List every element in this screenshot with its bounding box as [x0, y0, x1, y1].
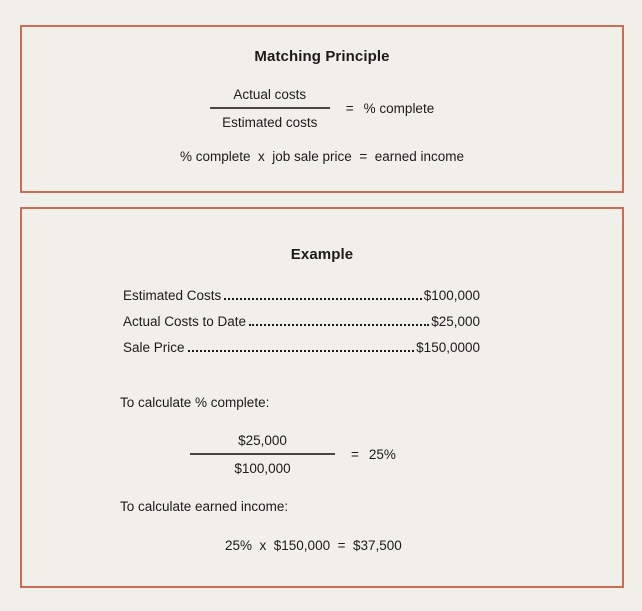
fraction-result — [351, 447, 396, 462]
fraction-line — [190, 453, 335, 455]
costs-fraction — [190, 433, 335, 476]
table-row — [123, 288, 480, 314]
calc-income-heading: To calculate earned income: — [120, 499, 289, 514]
percent-complete-formula — [22, 87, 622, 130]
row-label: Estimated Costs — [123, 288, 222, 303]
cost-table — [123, 288, 480, 366]
dotted-leader — [224, 298, 421, 300]
table-row — [123, 314, 480, 340]
fraction-numerator: Actual costs — [233, 87, 307, 102]
equals-sign: = — [351, 447, 359, 462]
example-title: Example — [290, 246, 354, 263]
dotted-leader — [188, 350, 415, 352]
row-value: $150,0000 — [416, 340, 480, 355]
fraction-numerator: $25,000 — [238, 433, 287, 448]
fraction-denominator: $100,000 — [234, 461, 291, 476]
table-row — [123, 340, 480, 366]
earned-income-formula: % complete x job sale price = earned income — [179, 149, 465, 164]
fraction-line — [210, 107, 330, 109]
row-value: $100,000 — [423, 288, 480, 303]
costs-fraction — [210, 87, 330, 130]
matching-principle-box — [20, 25, 624, 193]
fraction-result — [346, 101, 434, 116]
result-label: 25% — [368, 447, 396, 462]
result-label: % complete — [363, 101, 435, 116]
row-label: Actual Costs to Date — [123, 314, 247, 329]
earned-income-calculation: 25% x $150,000 = $37,500 — [225, 538, 402, 553]
calc-percent-heading: To calculate % complete: — [120, 395, 270, 410]
dotted-leader — [249, 324, 429, 326]
row-label: Sale Price — [123, 340, 185, 355]
fraction-denominator: Estimated costs — [222, 115, 318, 130]
matching-principle-title: Matching Principle — [254, 48, 390, 65]
equals-sign: = — [345, 101, 354, 116]
percent-complete-calculation — [190, 433, 622, 476]
example-box — [20, 207, 624, 588]
row-value: $25,000 — [431, 314, 480, 329]
